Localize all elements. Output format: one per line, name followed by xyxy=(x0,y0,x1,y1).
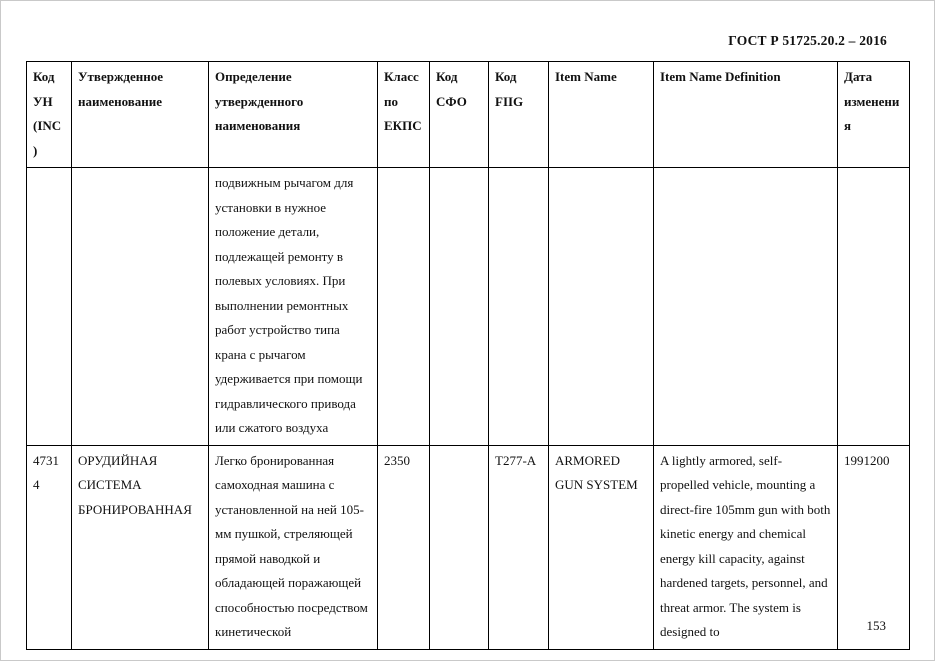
cell-approved-name xyxy=(72,168,209,446)
cell-item-name-definition: A lightly armored, self-propelled vehicle, mounting a direct-fire 105mm gun with both kinetic energy and chemical energy kill capacity, against hardened targets, personnel, and threat armor. The system is designed to xyxy=(654,445,838,649)
cell-fiig-code xyxy=(489,168,549,446)
cell-approved-name-definition: подвижным рычагом для установки в нужное положение детали, подлежащей ремонту в полевых условиях. При выполнении ремонтных работ устройство типа крана с рычагом удерживается при помощи гидравлического привода или сжатого воздуха xyxy=(209,168,378,446)
column-header-change-date: Дата изменения xyxy=(838,62,910,168)
cell-change-date xyxy=(838,168,910,446)
cell-ekps-class xyxy=(378,168,430,446)
table-row xyxy=(27,445,910,649)
cell-item-name xyxy=(549,168,654,446)
column-header-inc-code: Код УН (INC) xyxy=(27,62,72,168)
column-header-ekps-class: Класс по ЕКПС xyxy=(378,62,430,168)
column-header-sfo-code: Код СФО xyxy=(430,62,489,168)
table-row xyxy=(27,168,910,446)
column-header-item-name: Item Name xyxy=(549,62,654,168)
cell-inc-code xyxy=(27,168,72,446)
table-header-row xyxy=(27,62,910,168)
column-header-fiig-code: Код FIIG xyxy=(489,62,549,168)
cell-sfo-code xyxy=(430,445,489,649)
column-header-item-name-definition: Item Name Definition xyxy=(654,62,838,168)
classification-table xyxy=(26,61,910,650)
cell-approved-name: ОРУДИЙНАЯ СИСТЕМА БРОНИРОВАННАЯ xyxy=(72,445,209,649)
cell-fiig-code: T277-A xyxy=(489,445,549,649)
cell-approved-name-definition: Легко бронированная самоходная машина с установленной на ней 105-мм пушкой, стреляющей прямой наводкой и обладающей поражающей способностью посредством кинетической xyxy=(209,445,378,649)
cell-inc-code: 47314 xyxy=(27,445,72,649)
cell-item-name-definition xyxy=(654,168,838,446)
column-header-approved-name: Утвержденное наименование xyxy=(72,62,209,168)
document-header: ГОСТ Р 51725.20.2 – 2016 xyxy=(728,33,887,48)
cell-sfo-code xyxy=(430,168,489,446)
page-number: 153 xyxy=(866,618,886,633)
cell-change-date: 1991200 xyxy=(838,445,910,649)
cell-ekps-class: 2350 xyxy=(378,445,430,649)
cell-item-name: ARMORED GUN SYSTEM xyxy=(549,445,654,649)
column-header-approved-name-definition: Определение утвержденного наименования xyxy=(209,62,378,168)
